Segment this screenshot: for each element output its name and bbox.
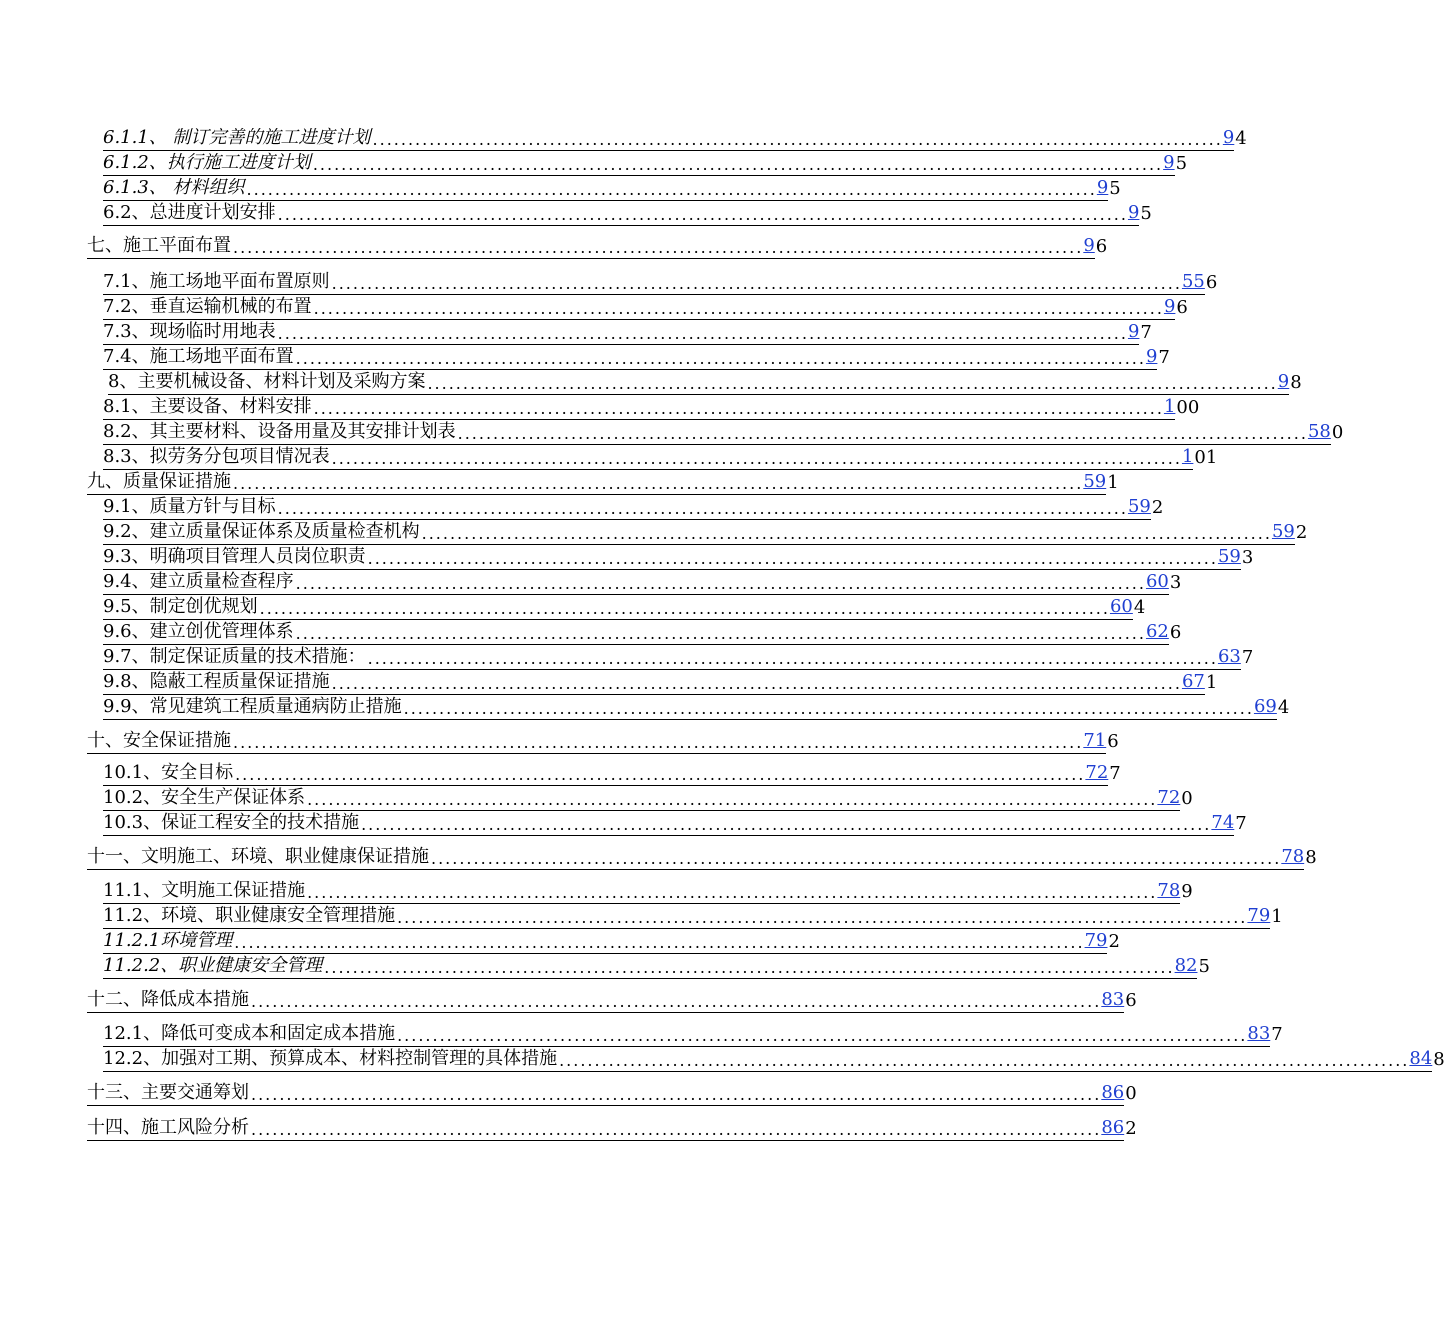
toc-entry-title: 11.2、环境、职业健康安全管理措施 <box>103 905 396 926</box>
toc-entry-link[interactable] <box>87 730 1106 754</box>
toc-entry-title: 9.3、明确项目管理人员岗位职责 <box>103 546 366 567</box>
toc-page-number-suffix: 1 <box>1107 472 1119 493</box>
toc-entry-link[interactable] <box>103 202 1139 226</box>
toc-row[interactable] <box>103 496 1164 520</box>
toc-leader-dots: ........................................................................................................................ <box>427 374 1278 393</box>
toc-row[interactable] <box>103 671 1218 695</box>
toc-page-number[interactable]: 59 <box>1217 546 1241 567</box>
toc-page-number[interactable]: 71 <box>1083 730 1107 751</box>
toc-entry-link[interactable] <box>87 471 1106 495</box>
toc-entry-link[interactable] <box>103 671 1205 695</box>
toc-entry-link[interactable] <box>103 955 1197 979</box>
toc-page-number[interactable]: 82 <box>1174 955 1198 976</box>
toc-page-number[interactable]: 83 <box>1247 1023 1271 1044</box>
toc-entry-link[interactable] <box>103 496 1151 520</box>
toc-page-number-suffix: 00 <box>1176 397 1200 418</box>
toc-page-number[interactable]: 9 <box>1163 296 1176 317</box>
toc-page-number[interactable]: 9 <box>1145 346 1158 367</box>
toc-leader-dots: ........................................................................................................................ <box>313 299 1164 318</box>
toc-leader-dots: ........................................................................................................................ <box>331 449 1182 468</box>
toc-row[interactable] <box>103 271 1218 295</box>
toc-row[interactable] <box>87 1082 1137 1106</box>
toc-entry-link[interactable] <box>87 989 1124 1013</box>
toc-leader-dots: ........................................................................................................................ <box>559 1051 1410 1070</box>
toc-page-number[interactable]: 1 <box>1181 446 1194 467</box>
toc-entry-title: 6.1.1、 制订完善的施工进度计划 <box>103 127 371 148</box>
toc-page-number[interactable]: 9 <box>1222 127 1235 148</box>
toc-page-number[interactable]: 9 <box>1096 177 1109 198</box>
toc-entry-title: 九、质量保证措施 <box>87 471 231 492</box>
toc-row[interactable] <box>103 812 1247 836</box>
toc-entry-link[interactable] <box>103 271 1205 295</box>
toc-page-number[interactable]: 9 <box>1277 371 1290 392</box>
toc-page-number-suffix: 2 <box>1151 497 1164 518</box>
toc-entry-title: 10.2、安全生产保证体系 <box>103 787 306 808</box>
toc-row[interactable] <box>103 321 1152 345</box>
toc-leader-dots: ........................................................................................................................ <box>331 274 1182 293</box>
toc-row[interactable] <box>103 930 1120 954</box>
toc-entry-title: 9.2、建立质量保证体系及质量检查机构 <box>103 521 420 542</box>
toc-page-number-suffix: 7 <box>1158 347 1170 368</box>
toc-entry-link[interactable] <box>87 1082 1124 1106</box>
toc-leader-dots: ........................................................................................................................ <box>324 958 1175 977</box>
toc-row[interactable] <box>103 546 1254 570</box>
toc-entry-link[interactable] <box>103 546 1241 570</box>
toc-entry-link[interactable] <box>103 421 1331 445</box>
toc-page-number-suffix: 5 <box>1109 178 1121 199</box>
toc-row[interactable] <box>103 127 1247 151</box>
toc-row[interactable] <box>103 955 1210 979</box>
toc-page-number[interactable]: 9 <box>1127 321 1140 342</box>
toc-page-number-suffix: 8 <box>1433 1049 1445 1070</box>
toc-page-number[interactable]: 9 <box>1163 152 1175 173</box>
toc-row[interactable] <box>103 787 1193 811</box>
toc-entry-link[interactable] <box>103 396 1175 420</box>
toc-entry-link[interactable] <box>103 646 1241 670</box>
toc-page-number[interactable]: 72 <box>1157 787 1181 808</box>
toc-leader-dots: ........................................................................................................................ <box>397 1026 1248 1045</box>
toc-row[interactable] <box>87 730 1119 754</box>
toc-page-number-suffix: 2 <box>1125 1118 1137 1139</box>
toc-entry-title: 7.3、现场临时用地表 <box>103 321 276 342</box>
toc-leader-dots: ........................................................................................................................ <box>313 399 1164 418</box>
toc-leader-dots: ........................................................................................................................ <box>251 992 1102 1011</box>
toc-leader-dots: ........................................................................................................................ <box>234 933 1085 952</box>
toc-entry-link[interactable] <box>103 1023 1270 1047</box>
toc-leader-dots: ........................................................................................................................ <box>246 180 1097 199</box>
toc-row[interactable] <box>103 596 1146 620</box>
toc-entry-title: 7.1、施工场地平面布置原则 <box>103 271 330 292</box>
toc-entry-title: 11.2.1环境管理 <box>103 930 233 951</box>
toc-page-number-suffix: 6 <box>1125 990 1137 1011</box>
toc-row[interactable] <box>103 521 1308 545</box>
toc-page-number[interactable]: 86 <box>1101 1082 1125 1103</box>
toc-page-number-suffix: 6 <box>1095 236 1108 257</box>
toc-entry-link[interactable] <box>103 571 1169 595</box>
toc-page-number[interactable]: 62 <box>1145 621 1169 642</box>
toc-page-number-suffix: 5 <box>1198 956 1210 977</box>
toc-page-number[interactable]: 83 <box>1101 989 1125 1010</box>
toc-page-number-suffix: 2 <box>1108 931 1120 952</box>
toc-entry-link[interactable] <box>103 321 1139 345</box>
toc-entry-link[interactable] <box>103 787 1180 811</box>
toc-entry-title: 7.2、垂直运输机械的布置 <box>103 296 312 317</box>
toc-leader-dots: ........................................................................................................................ <box>457 424 1308 443</box>
toc-page-number[interactable]: 59 <box>1127 496 1151 517</box>
toc-row[interactable] <box>103 696 1290 720</box>
toc-row[interactable] <box>103 621 1182 645</box>
toc-page-number-suffix: 8 <box>1290 372 1302 393</box>
toc-row[interactable] <box>103 905 1283 929</box>
toc-page-number-suffix: 6 <box>1107 731 1119 752</box>
toc-page-number[interactable]: 63 <box>1217 646 1241 667</box>
toc-entry-title: 9.6、建立创优管理体系 <box>103 621 294 642</box>
toc-entry-link[interactable] <box>103 880 1180 904</box>
toc-page-number[interactable]: 72 <box>1085 762 1109 783</box>
toc-entry-link[interactable] <box>103 346 1157 370</box>
toc-entry-title: 6.2、总进度计划安排 <box>103 202 276 223</box>
toc-entry-link[interactable] <box>103 905 1270 929</box>
toc-entry-title: 8.2、其主要材料、设备用量及其安排计划表 <box>103 421 456 442</box>
toc-entry-title: 十三、主要交通筹划 <box>87 1082 249 1103</box>
toc-page-number-suffix: 01 <box>1194 447 1218 468</box>
toc-page-number[interactable]: 59 <box>1271 521 1295 542</box>
toc-page-number-suffix: 7 <box>1140 322 1152 343</box>
toc-leader-dots: ........................................................................................................................ <box>307 790 1158 809</box>
toc-leader-dots: ........................................................................................................................ <box>277 324 1128 343</box>
toc-row[interactable] <box>103 446 1218 470</box>
toc-leader-dots: ........................................................................................................................ <box>233 474 1084 493</box>
toc-page-number-suffix: 8 <box>1305 847 1317 868</box>
toc-page-number[interactable]: 9 <box>1083 235 1095 256</box>
toc-entry-title: 11.2.2、职业健康安全管理 <box>103 955 323 976</box>
toc-page-number-suffix: 6 <box>1169 622 1182 643</box>
toc-page-number[interactable]: 79 <box>1084 930 1108 951</box>
toc-page-number[interactable]: 9 <box>1127 202 1140 223</box>
toc-leader-dots: ........................................................................................................................ <box>233 238 1084 257</box>
toc-entry-link[interactable] <box>87 235 1095 259</box>
toc-entry-link[interactable] <box>103 1048 1432 1072</box>
toc-row[interactable] <box>87 235 1108 259</box>
toc-row[interactable] <box>103 177 1121 201</box>
toc-row[interactable] <box>103 571 1182 595</box>
toc-leader-dots: ........................................................................................................................ <box>367 549 1218 568</box>
toc-leader-dots: ........................................................................................................................ <box>431 849 1282 868</box>
toc-entry-title: 8、主要机械设备、材料计划及采购方案 <box>108 371 426 392</box>
toc-leader-dots: ........................................................................................................................ <box>372 130 1223 149</box>
toc-leader-dots: ........................................................................................................................ <box>233 733 1084 752</box>
toc-page-number-suffix: 4 <box>1277 697 1290 718</box>
toc-page-number-suffix: 7 <box>1109 763 1121 784</box>
toc-page-number-suffix: 7 <box>1241 647 1254 668</box>
toc-entry-title: 8.1、主要设备、材料安排 <box>103 396 312 417</box>
toc-row[interactable] <box>87 989 1137 1013</box>
toc-entry-title: 七、施工平面布置 <box>87 235 231 256</box>
toc-leader-dots: ........................................................................................................................ <box>251 1120 1102 1139</box>
toc-page-number[interactable]: 1 <box>1163 396 1176 417</box>
toc-entry-link[interactable] <box>103 152 1175 176</box>
toc-entry-title: 9.4、建立质量检查程序 <box>103 571 294 592</box>
toc-row[interactable] <box>103 1048 1445 1072</box>
toc-entry-link[interactable] <box>103 621 1169 645</box>
toc-entry-link[interactable] <box>103 812 1234 836</box>
toc-entry-link[interactable] <box>108 371 1289 395</box>
toc-entry-title: 8.3、拟劳务分包项目情况表 <box>103 446 330 467</box>
toc-page-number[interactable]: 79 <box>1247 905 1271 926</box>
toc-row[interactable] <box>108 371 1302 395</box>
toc-page-number[interactable]: 58 <box>1307 421 1331 442</box>
toc-page-number-suffix: 5 <box>1175 153 1188 174</box>
toc-page-number[interactable]: 55 <box>1181 271 1205 292</box>
toc-entry-link[interactable] <box>87 846 1304 870</box>
toc-entry-title: 9.7、制定保证质量的技术措施： <box>103 646 366 667</box>
toc-leader-dots: ........................................................................................................................ <box>295 624 1146 643</box>
toc-leader-dots: ........................................................................................................................ <box>295 349 1146 368</box>
toc-page-number-suffix: 1 <box>1205 672 1218 693</box>
toc-page-number-suffix: 0 <box>1331 422 1344 443</box>
toc-page-number-suffix: 5 <box>1140 203 1152 224</box>
toc-entry-title: 10.1、安全目标 <box>103 762 234 783</box>
toc-row[interactable] <box>103 346 1170 370</box>
toc-entry-title: 十二、降低成本措施 <box>87 989 249 1010</box>
toc-row[interactable] <box>103 880 1193 904</box>
toc-leader-dots: ........................................................................................................................ <box>259 599 1110 618</box>
toc-row[interactable] <box>103 1023 1283 1047</box>
toc-entry-title: 9.1、质量方针与目标 <box>103 496 276 517</box>
toc-row[interactable] <box>103 296 1188 320</box>
toc-entry-link[interactable] <box>87 1117 1124 1141</box>
toc-entry-title: 十四、施工风险分析 <box>87 1117 249 1138</box>
toc-leader-dots: ........................................................................................................................ <box>295 574 1146 593</box>
toc-entry-link[interactable] <box>103 446 1193 470</box>
toc-page-number[interactable]: 84 <box>1409 1048 1433 1069</box>
toc-entry-link[interactable] <box>103 127 1234 151</box>
toc-leader-dots: ........................................................................................................................ <box>421 524 1272 543</box>
toc-leader-dots: ........................................................................................................................ <box>277 499 1128 518</box>
toc-row[interactable] <box>103 646 1254 670</box>
toc-page-number-suffix: 6 <box>1176 297 1188 318</box>
toc-entry-link[interactable] <box>103 177 1108 201</box>
toc-page-number[interactable]: 69 <box>1253 696 1277 717</box>
toc-entry-title: 6.1.2、执行施工进度计划 <box>103 152 311 173</box>
toc-row[interactable] <box>87 846 1317 870</box>
toc-page-number-suffix: 3 <box>1241 547 1254 568</box>
toc-page-number[interactable]: 60 <box>1145 571 1169 592</box>
toc-leader-dots: ........................................................................................................................ <box>361 815 1212 834</box>
toc-entry-link[interactable] <box>103 596 1133 620</box>
toc-page-number-suffix: 2 <box>1295 522 1308 543</box>
toc-page-number[interactable]: 78 <box>1157 880 1181 901</box>
toc-entry-link[interactable] <box>103 930 1107 954</box>
toc-page-number[interactable]: 67 <box>1181 671 1205 692</box>
toc-leader-dots: ........................................................................................................................ <box>235 765 1086 784</box>
toc-entry-title: 12.1、降低可变成本和固定成本措施 <box>103 1023 396 1044</box>
toc-row[interactable] <box>103 202 1152 226</box>
toc-entry-title: 十、安全保证措施 <box>87 730 231 751</box>
toc-entry-title: 12.2、加强对工期、预算成本、材料控制管理的具体措施 <box>103 1048 558 1069</box>
toc-entry-title: 6.1.3、 材料组织 <box>103 177 245 198</box>
toc-entry-title: 9.8、隐蔽工程质量保证措施 <box>103 671 330 692</box>
toc-entry-title: 7.4、施工场地平面布置 <box>103 346 294 367</box>
toc-page-number-suffix: 9 <box>1181 881 1193 902</box>
toc-page-number-suffix: 4 <box>1133 597 1146 618</box>
toc-entry-title: 11.1、文明施工保证措施 <box>103 880 306 901</box>
toc-entry-link[interactable] <box>103 296 1175 320</box>
toc-entry-link[interactable] <box>103 696 1277 720</box>
toc-entry-title: 9.5、制定创优规划 <box>103 596 258 617</box>
toc-leader-dots: ........................................................................................................................ <box>403 699 1254 718</box>
toc-row[interactable] <box>87 1117 1137 1141</box>
toc-entry-title: 10.3、保证工程安全的技术措施 <box>103 812 360 833</box>
toc-entry-link[interactable] <box>103 762 1108 786</box>
toc-row[interactable] <box>87 471 1119 495</box>
toc-leader-dots: ........................................................................................................................ <box>367 649 1218 668</box>
toc-page-number-suffix: 0 <box>1181 788 1193 809</box>
toc-entry-title: 9.9、常见建筑工程质量通病防止措施 <box>103 696 402 717</box>
toc-page-number-suffix: 7 <box>1235 813 1247 834</box>
toc-page-number[interactable]: 74 <box>1211 812 1235 833</box>
toc-leader-dots: ........................................................................................................................ <box>277 205 1128 224</box>
toc-row[interactable] <box>103 421 1344 445</box>
toc-leader-dots: ........................................................................................................................ <box>312 155 1164 174</box>
toc-page-number[interactable]: 60 <box>1109 596 1133 617</box>
toc-page-number-suffix: 7 <box>1271 1024 1283 1045</box>
toc-page-number-suffix: 4 <box>1235 128 1247 149</box>
toc-row[interactable] <box>103 762 1121 786</box>
toc-leader-dots: ........................................................................................................................ <box>251 1085 1102 1104</box>
toc-leader-dots: ........................................................................................................................ <box>397 908 1248 927</box>
toc-page-number-suffix: 6 <box>1205 272 1218 293</box>
toc-leader-dots: ........................................................................................................................ <box>331 674 1182 693</box>
toc-page-number-suffix: 1 <box>1271 906 1283 927</box>
toc-page-number-suffix: 0 <box>1125 1083 1137 1104</box>
toc-page-number-suffix: 3 <box>1169 572 1182 593</box>
toc-entry-title: 十一、文明施工、环境、职业健康保证措施 <box>87 846 429 867</box>
toc-row[interactable] <box>103 396 1200 420</box>
toc-page-number[interactable]: 59 <box>1083 471 1107 492</box>
toc-page-number[interactable]: 78 <box>1281 846 1305 867</box>
toc-row[interactable] <box>103 152 1188 176</box>
toc-entry-link[interactable] <box>103 521 1295 545</box>
toc-page-number[interactable]: 86 <box>1101 1117 1125 1138</box>
toc-leader-dots: ........................................................................................................................ <box>307 883 1158 902</box>
